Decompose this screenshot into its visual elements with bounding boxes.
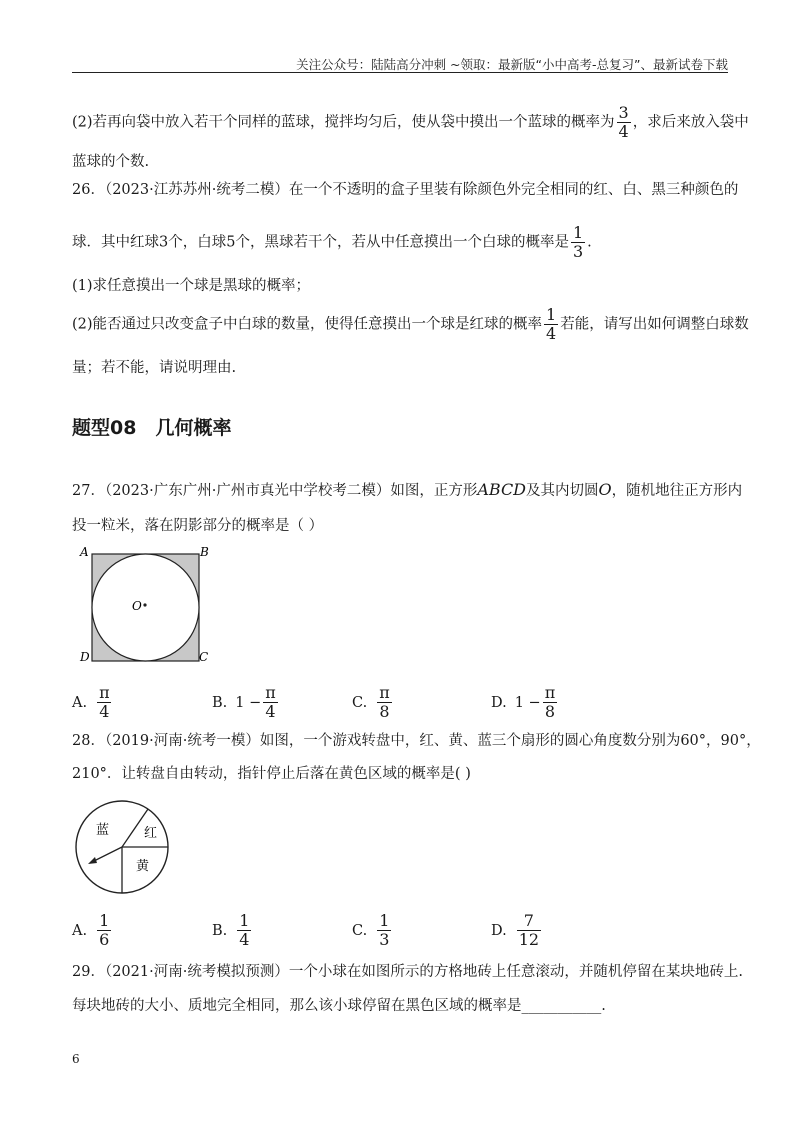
q27-option-b-prefix: 1 −	[235, 694, 262, 711]
q27-option-b[interactable]	[212, 684, 280, 721]
q27-center-dot	[143, 603, 146, 606]
q26-fraction	[571, 224, 585, 261]
q27-line1	[72, 480, 742, 501]
q27-option-d-label: D.	[491, 694, 507, 711]
q27-option-c[interactable]	[352, 684, 394, 721]
q28-option-c-fraction	[377, 912, 391, 949]
q28-label-blue: 蓝	[96, 823, 110, 838]
q27-option-a[interactable]	[72, 684, 114, 721]
q28-option-d-fraction	[517, 912, 541, 949]
q26-part2-frac-den: 4	[546, 324, 557, 343]
q28-option-b-den: 4	[239, 930, 250, 949]
q28-line1: 28．（2019·河南·统考一模）如图，一个游戏转盘中，红、黄、蓝三个扇形的圆心角度数分别为60°，90°，	[72, 733, 761, 749]
q27-square-circle-figure	[72, 542, 222, 666]
q28-option-a-den: 6	[99, 930, 110, 949]
q26-part2-text-a: (2)能否通过只改变盒子中白球的数量，使得任意摸出一个球是红球的概率	[72, 316, 543, 333]
q27-option-d-num: π	[544, 683, 556, 702]
q28-option-c[interactable]	[352, 912, 393, 949]
q27-option-b-den: 4	[265, 702, 276, 721]
q28-option-b[interactable]	[212, 912, 253, 949]
page-number: 6	[72, 1052, 80, 1066]
q26-frac-num: 1	[572, 223, 584, 242]
q25-part2-text-b: ，求后来放入袋中	[632, 114, 749, 131]
q27-option-b-label: B.	[212, 694, 228, 711]
q27-option-d-fraction	[543, 684, 558, 721]
q26-part2-fraction	[544, 306, 558, 343]
q27-option-c-num: π	[379, 683, 390, 702]
section-title: 题型08 几何概率	[72, 417, 232, 439]
q25-part2-line2: 蓝球的个数.	[72, 154, 150, 170]
q25-fraction	[617, 104, 631, 141]
q27-label-c: C	[199, 650, 209, 664]
q27-square-name: ABCD	[477, 480, 527, 499]
q26-part2-line2: 量；若不能，请说明理由.	[72, 360, 237, 376]
q28-label-yellow: 黄	[136, 859, 150, 874]
q26-line2	[72, 224, 592, 261]
q27-option-d-prefix: 1 −	[514, 694, 541, 711]
q28-option-b-fraction	[237, 912, 251, 949]
q27-line2: 投一粒米，落在阴影部分的概率是（ ）	[72, 518, 324, 534]
q27-text-a: 27．（2023·广东广州·广州市真光中学校考二模）如图，正方形	[72, 483, 478, 499]
q28-spinner-figure	[68, 800, 178, 900]
q27-label-o: O	[132, 599, 142, 613]
q27-option-b-fraction	[263, 684, 278, 721]
header-divider	[72, 72, 728, 73]
q28-option-c-label: C.	[352, 922, 368, 939]
q27-option-b-num: π	[265, 683, 276, 702]
page-header: 关注公众号：陆陆高分冲刺 ~领取：最新版“小中高考-总复习”、最新试卷下载	[296, 57, 728, 72]
q27-option-a-num: π	[99, 683, 110, 702]
q27-option-a-label: A.	[72, 694, 88, 711]
q26-frac-den: 3	[572, 242, 584, 261]
q26-line2-text-a: 球．其中红球3个，白球5个，黑球若干个，若从中任意摸出一个白球的概率是	[72, 234, 569, 251]
q26-line1: 26．（2023·江苏苏州·统考二模）在一个不透明的盒子里装有除颜色外完全相同的红、白、黑三种颜色的	[72, 182, 739, 198]
q28-option-b-label: B.	[212, 922, 228, 939]
q27-option-c-den: 8	[379, 702, 390, 721]
q27-option-c-fraction	[377, 684, 392, 721]
q25-part2-line1	[72, 104, 749, 141]
q26-part2-frac-num: 1	[546, 305, 557, 324]
q29-line1: 29．（2021·河南·统考模拟预测）一个小球在如图所示的方格地砖上任意滚动，并随机停留在某块地砖上.	[72, 964, 743, 980]
q28-option-d-label: D.	[491, 922, 507, 939]
q28-label-red: 红	[144, 826, 158, 841]
q27-circle-name: O	[598, 480, 612, 499]
q28-option-a[interactable]	[72, 912, 113, 949]
q27-label-b: B	[200, 545, 209, 559]
q28-option-a-fraction	[97, 912, 111, 949]
q27-option-c-label: C.	[352, 694, 368, 711]
q26-line2-text-b: .	[587, 234, 592, 251]
q27-text-b: 及其内切圆	[526, 483, 599, 499]
q28-line2: 210°．让转盘自由转动，指针停止后落在黄色区域的概率是( )	[72, 766, 471, 782]
q25-frac-den: 4	[618, 122, 629, 141]
q28-option-c-num: 1	[379, 911, 390, 930]
q28-option-d-num: 7	[523, 911, 534, 930]
q28-option-a-num: 1	[99, 911, 110, 930]
q27-label-a: A	[80, 545, 89, 559]
q25-frac-num: 3	[618, 103, 629, 122]
q27-option-a-fraction	[97, 684, 112, 721]
q25-part2-text-a: (2)若再向袋中放入若干个同样的蓝球，搅拌均匀后，使从袋中摸出一个蓝球的概率为	[72, 114, 615, 131]
q27-option-d[interactable]	[491, 684, 559, 721]
q27-option-a-den: 4	[99, 702, 110, 721]
q29-line2: 每块地砖的大小、质地完全相同，那么该小球停留在黑色区域的概率是___________.	[72, 998, 606, 1014]
q28-option-a-label: A.	[72, 922, 88, 939]
q28-option-b-num: 1	[239, 911, 250, 930]
q26-part1: (1)求任意摸出一个球是黑球的概率；	[72, 278, 311, 294]
q28-option-d-den: 12	[518, 930, 540, 949]
q27-text-c: ，随机地往正方形内	[611, 483, 743, 499]
q27-label-d: D	[80, 650, 90, 664]
q28-option-d[interactable]	[491, 912, 543, 949]
q27-option-d-den: 8	[544, 702, 556, 721]
q26-part2-line1	[72, 306, 749, 343]
q26-part2-text-b: 若能，请写出如何调整白球数	[560, 316, 749, 333]
q27-incircle	[92, 554, 199, 661]
q28-option-c-den: 3	[379, 930, 390, 949]
